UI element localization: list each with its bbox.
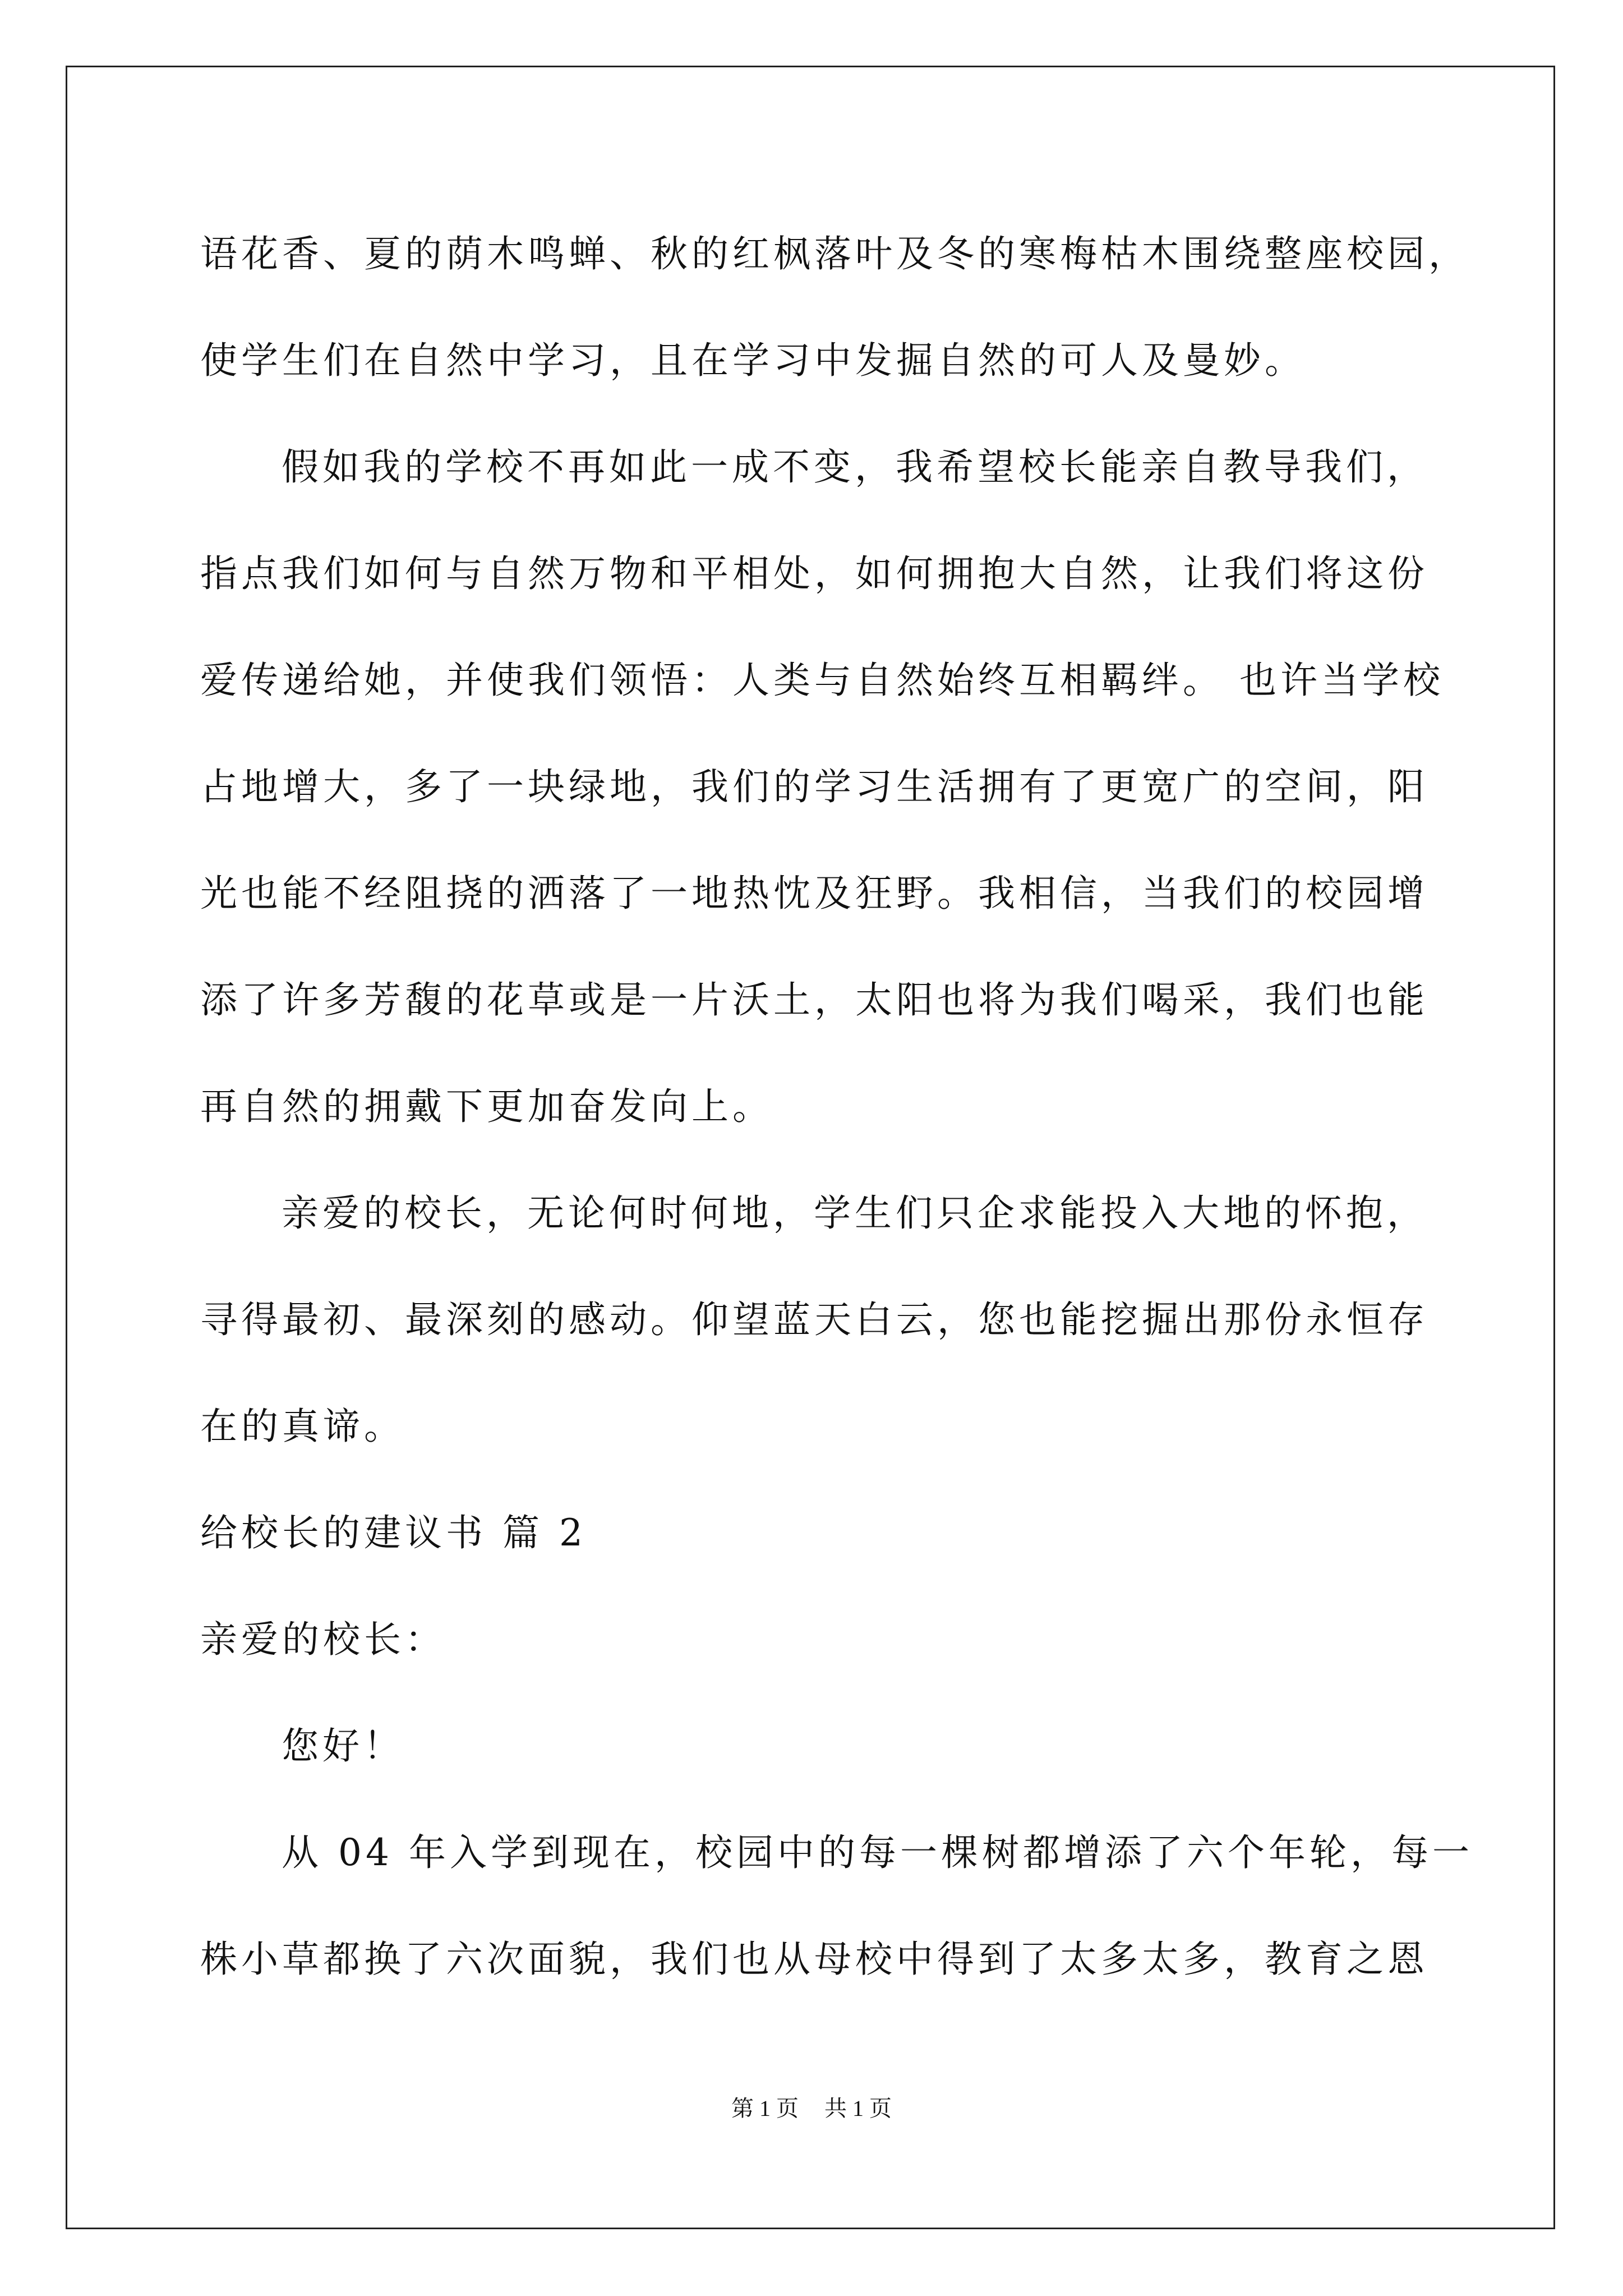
text-line: 使学生们在自然中学习，且在学习中发掘自然的可人及曼妙。 <box>200 339 1306 382</box>
salutation: 亲爱的校长： <box>200 1618 446 1661</box>
text-line: 语花香、夏的荫木鸣蝉、秋的红枫落叶及冬的寒梅枯木围绕整座校园， <box>200 232 1469 275</box>
paragraph-start-line: 假如我的学校不再如此一成不变，我希望校长能亲自教导我们， <box>282 445 1428 489</box>
document-body <box>200 201 1473 2013</box>
text-line: 再自然的拥戴下更加奋发向上。 <box>200 1085 773 1128</box>
section-heading: 给校长的建议书 篇 2 <box>200 1511 587 1554</box>
paragraph-start-line: 亲爱的校长，无论何时何地，学生们只企求能投入大地的怀抱， <box>282 1191 1428 1235</box>
text-line: 在的真谛。 <box>200 1405 405 1448</box>
total-pages: 共 1 页 <box>824 2096 892 2121</box>
text-line: 添了许多芳馥的花草或是一片沃土，太阳也将为我们喝采，我们也能 <box>200 978 1428 1022</box>
greeting: 您好！ <box>282 1724 404 1768</box>
text-line: 寻得最初、最深刻的感动。仰望蓝天白云，您也能挖掘出那份永恒存 <box>200 1298 1428 1341</box>
text-line: 株小草都换了六次面貌，我们也从母校中得到了太多太多，教育之恩 <box>200 1938 1428 1981</box>
page-number: 第 1 页 <box>731 2096 799 2121</box>
page-footer <box>0 2091 1623 2123</box>
text-line: 指点我们如何与自然万物和平相处，如何拥抱大自然，让我们将这份 <box>200 552 1428 595</box>
text-line: 光也能不经阻挠的洒落了一地热忱及狂野。我相信，当我们的校园增 <box>200 872 1428 915</box>
text-line: 爱传递给她，并使我们领悟：人类与自然始终互相羁绊。 也许当学校 <box>200 659 1444 702</box>
paragraph-start-line: 从 04 年入学到现在，校园中的每一棵树都增添了六个年轮，每一 <box>282 1831 1473 1874</box>
text-line: 占地增大，多了一块绿地，我们的学习生活拥有了更宽广的空间，阳 <box>200 765 1428 808</box>
